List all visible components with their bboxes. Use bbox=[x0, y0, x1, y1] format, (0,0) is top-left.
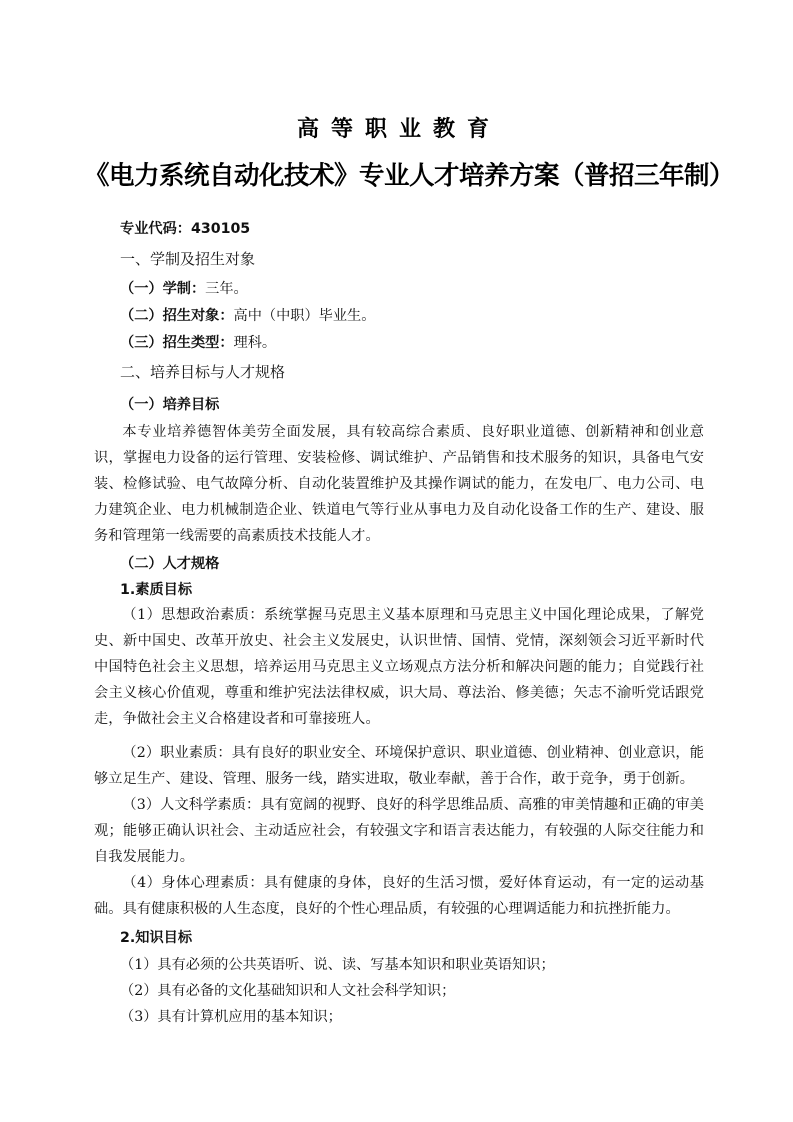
section1-heading: 一、学制及招生对象 bbox=[120, 250, 256, 268]
section1-item-duration bbox=[120, 279, 248, 299]
quality-item-professional: （2）职业素质：具有良好的职业安全、环境保护意识、职业道德、创业精神、创业意识，能够立足生产、建设、管理、服务一线，踏实进取，敬业奉献，善于合作，敢于竞争，勇于创新。 bbox=[94, 745, 704, 787]
document-header: 高等职业教育 bbox=[296, 117, 501, 142]
item-value: 理科。 bbox=[233, 335, 277, 351]
item-label: （二）招生对象： bbox=[120, 308, 234, 324]
training-goal-heading: （一）培养目标 bbox=[120, 397, 220, 413]
item-value: 高中（中职）毕业生。 bbox=[233, 308, 376, 324]
quality-item-political: （1）思想政治素质：系统掌握马克思主义基本原理和马克思主义中国化理论成果，了解党史、新中国史、改革开放史、社会主义发展史，认识世情、国情、党情，深刻领会习近平新时代中国特色社会主义思想，培养运用马克思主义立场观点方法分析和解决问题的能力；自觉践行社会主义核心价值观，尊重和维护宪法法律权威，识大局、尊法治、修美德；矢志不渝听党话跟党走，争做社会主义合格建设者和可靠接班人。 bbox=[94, 607, 704, 727]
training-goal-paragraph: 本专业培养德智体美劳全面发展，具有较高综合素质、良好职业道德、创新精神和创业意识，掌握电力设备的运行管理、安装检修、调试维护、产品销售和技术服务的知识，具备电气安装、检修试验、电气故障分析、自动化装置维护及其操作调试的能力，在发电厂、电力公司、电力建筑企业、电力机械制造企业、铁道电气等行业从事电力及自动化设备工作的生产、建设、服务和管理第一线需要的高素质技术技能人才。 bbox=[94, 424, 704, 544]
item-label: （三）招生类型： bbox=[120, 335, 234, 351]
knowledge-item: （3）具有计算机应用的基本知识； bbox=[120, 1009, 342, 1025]
quality-item-physical-mental: （4）身体心理素质：具有健康的身体，良好的生活习惯，爱好体育运动，有一定的运动基础。具有健康积极的人生态度，良好的个性心理品质，有较强的心理调适能力和抗挫折能力。 bbox=[94, 875, 704, 917]
talent-spec-heading: （二）人才规格 bbox=[120, 556, 220, 572]
item-label: （一）学制： bbox=[120, 281, 206, 297]
major-code-label: 专业代码： bbox=[120, 221, 191, 237]
section1-item-enrollment-type bbox=[120, 333, 276, 353]
section1-item-enrollment-target bbox=[120, 306, 375, 326]
knowledge-item: （1）具有必须的公共英语听、说、读、写基本知识和职业英语知识； bbox=[120, 957, 555, 973]
section2-heading: 二、培养目标与人才规格 bbox=[120, 363, 286, 381]
knowledge-goal-heading: 2.知识目标 bbox=[120, 930, 193, 946]
major-code bbox=[120, 219, 250, 239]
document-title: 《电力系统自动化技术》专业人才培养方案（普招三年制） bbox=[84, 161, 735, 191]
quality-item-humanities: （3）人文科学素质：具有宽阔的视野、良好的科学思维品质、高雅的审美情趣和正确的审美观；能够正确认识社会、主动适应社会，有较强文字和语言表达能力，有较强的人际交往能力和自我发展能力。 bbox=[94, 797, 704, 865]
knowledge-item: （2）具有必备的文化基础知识和人文社会科学知识； bbox=[120, 983, 456, 999]
quality-goal-heading: 1.素质目标 bbox=[120, 582, 193, 598]
item-value: 三年。 bbox=[205, 281, 248, 297]
major-code-value: 430105 bbox=[190, 221, 251, 237]
